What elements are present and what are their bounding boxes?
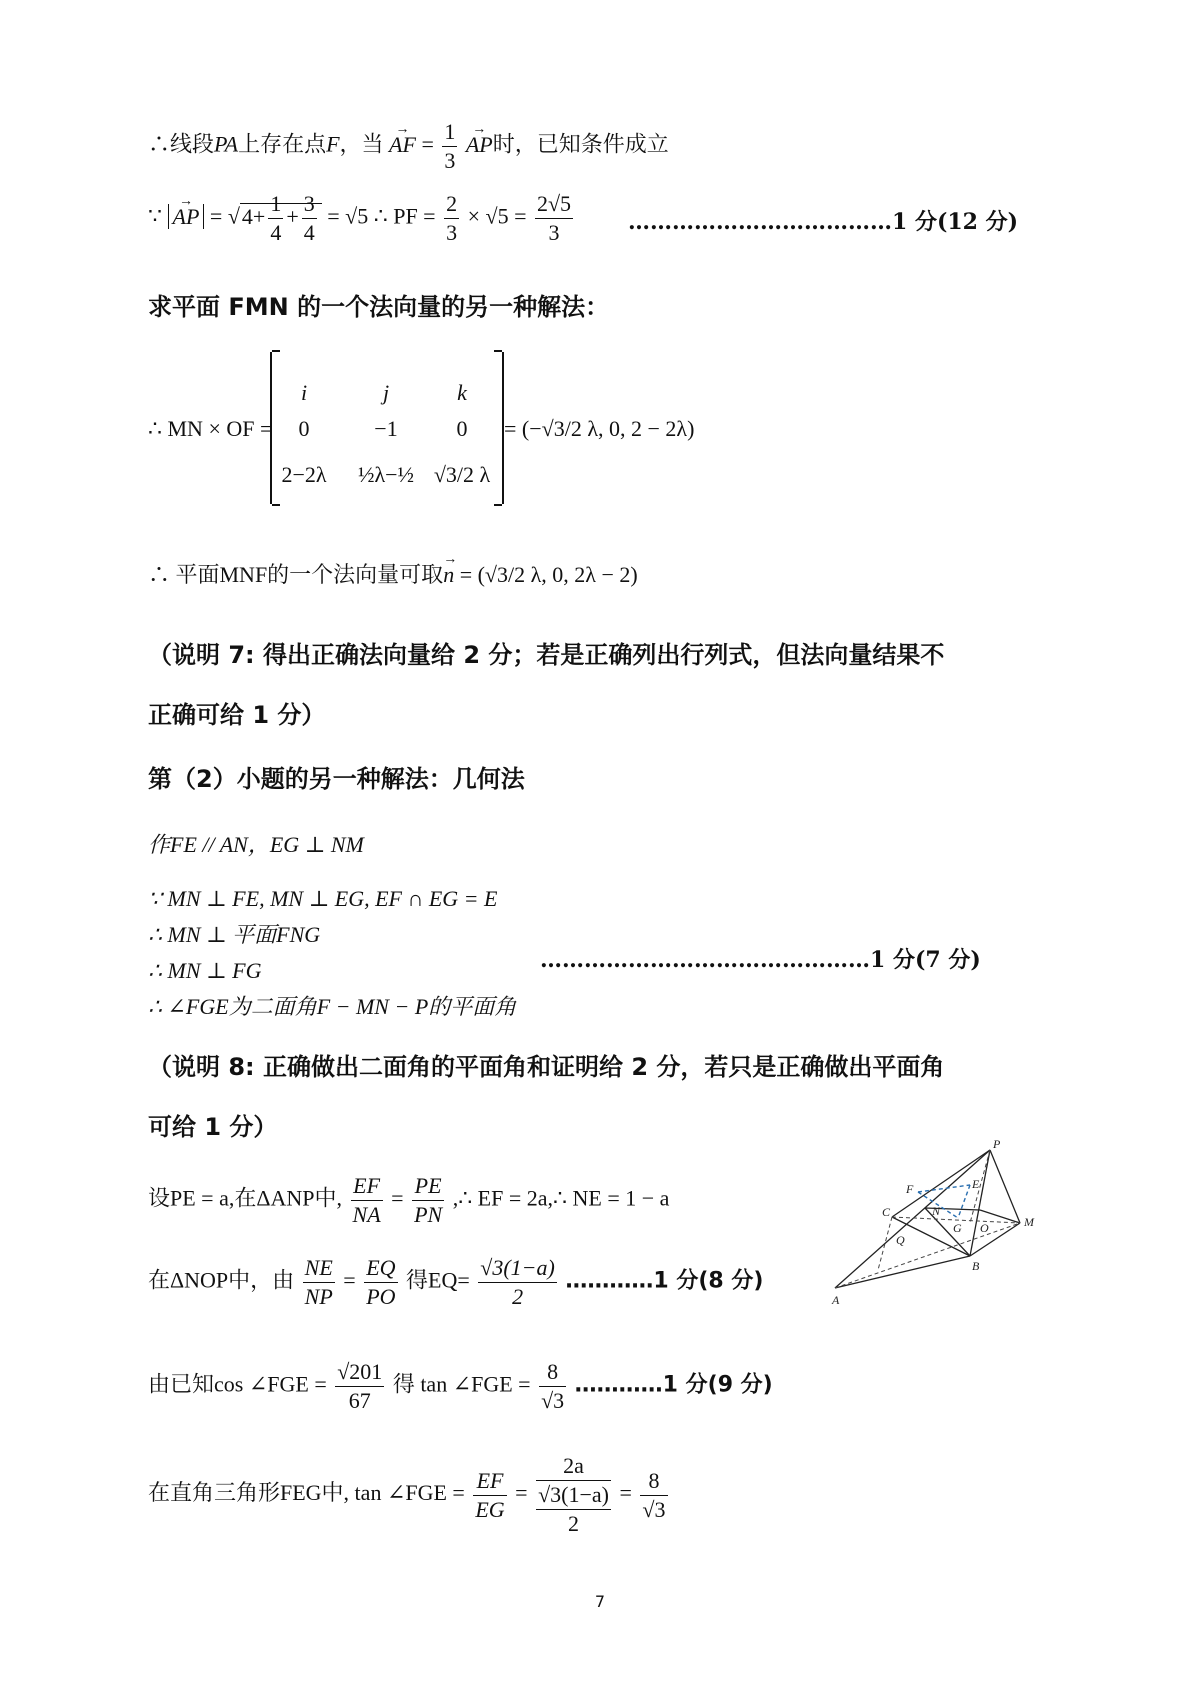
line-normal-vector: ∴ 平面MNF的一个法向量可取→ n = (√3/2 λ, 0, 2λ − 2) xyxy=(148,560,638,590)
proof-line: ∴ ∠FGE为二面角F − MN − P的平面角 xyxy=(148,994,517,1019)
line-pf-length: ∵ → AP = √4+ $\frac{1}{4}$ + $\frac{3}{4}$ = √5 ∴ PF = $\frac{2}{3}$ × √5 = $\frac{2√5}{3}$ xyxy=(148,190,576,247)
fraction: $\frac{2√5}{3}$ xyxy=(536,191,572,245)
proof-line: ∴ MN ⊥ FG xyxy=(148,958,262,983)
text: ∵ xyxy=(148,203,162,229)
text: ，当 xyxy=(339,131,384,157)
matrix-cell: −1 xyxy=(374,416,398,441)
fraction: $\frac{1}{3}$ xyxy=(444,119,456,173)
square-root: √4+ $\frac{1}{4}$ + $\frac{3}{4}$ xyxy=(228,190,322,247)
text: 上存在点 xyxy=(238,131,327,157)
figure-label-g: G xyxy=(953,1221,962,1235)
section-heading: 求平面 FMN 的一个法向量的另一种解法： xyxy=(148,293,610,321)
proof-line-eq: 在ΔNOP中，由 $\frac{NE}{NP}$ = $\frac{EQ}{PO}$ 得EQ= $\frac{√3(1-a)}{2}$ …………1 分(8 分) xyxy=(148,1255,764,1309)
matrix-cell: 2−2λ xyxy=(281,462,327,487)
matrix-cell: 0 xyxy=(298,416,310,441)
proof-line: 作FE // AN，EG ⊥ NM xyxy=(148,832,364,857)
text: = √5 ∴ PF = xyxy=(327,203,436,229)
note-7: （说明 7: 得出正确法向量给 2 分；若是正确列出行列式，但法向量结果不 xyxy=(148,641,945,669)
figure-label-f: F xyxy=(906,1182,914,1196)
matrix-cell: i xyxy=(300,380,308,405)
figure-label-m: M xyxy=(1024,1215,1034,1229)
determinant-matrix xyxy=(270,352,504,504)
figure-label-o: O xyxy=(980,1221,989,1235)
score-note: ………………………………………1 分(7 分) xyxy=(540,947,981,973)
figure-label-c: C xyxy=(882,1205,891,1219)
proof-line-ef: 设PE = a,在ΔANP中, $\frac{EF}{NA}$ = $\frac{PE}{PN}$ ,∴ EF = 2a,∴ NE = 1 − a xyxy=(148,1173,670,1227)
proof-line: ∴ MN ⊥ 平面FNG xyxy=(148,922,321,947)
note-8-cont: 可给 1 分） xyxy=(148,1113,278,1141)
pyramid-figure xyxy=(830,1140,1060,1310)
figure-label-b: B xyxy=(972,1259,980,1273)
figure-label-a: A xyxy=(832,1293,840,1307)
text: PA xyxy=(214,131,239,157)
matrix-cell: √3/2 λ xyxy=(433,462,491,487)
matrix-cell: ½λ−½ xyxy=(357,462,415,487)
note-8: （说明 8: 正确做出二面角的平面角和证明给 2 分，若只是正确做出平面角 xyxy=(148,1053,945,1081)
score-note: ………………………………1 分(12 分) xyxy=(628,209,1019,235)
page-number: 7 xyxy=(594,1592,606,1611)
text: 时，已知条件成立 xyxy=(492,131,669,157)
figure-label-e: E xyxy=(972,1177,980,1191)
matrix-cell: k xyxy=(457,380,467,405)
matrix-cell: j xyxy=(382,380,390,405)
fraction: $\frac{2}{3}$ xyxy=(446,191,458,245)
vector-ap: → AP xyxy=(466,130,493,160)
matrix-rhs: = (−√3/2 λ, 0, 2 − 2λ) xyxy=(504,416,695,441)
proof-line-tan: 在直角三角形FEG中, tan ∠FGE = $\frac{EF}{EG}$ = 2a √3(1−a) 2 = $\frac{8}{√3}$ xyxy=(148,1453,666,1536)
text: × √5 = xyxy=(467,203,527,229)
norm: → AP xyxy=(168,204,205,229)
figure-label-q: Q xyxy=(896,1233,905,1247)
text: F xyxy=(326,131,340,157)
vector-af: → AF xyxy=(389,130,416,160)
note-7-cont: 正确可给 1 分） xyxy=(148,701,326,729)
proof-line-cos: 由已知cos ∠FGE = $\frac{√201}{67}$ 得 tan ∠FGE = $\frac{8}{√3}$ …………1 分(9 分) xyxy=(148,1359,773,1413)
matrix-lhs: ∴ MN × OF = xyxy=(148,416,273,441)
matrix-cell: 0 xyxy=(456,416,468,441)
line-existence-statement: ∴线段PA上存在点F，当 → AF = $\frac{1}{3}$ → AP时，已知条件成立 xyxy=(148,118,669,175)
figure-label-n: N xyxy=(932,1204,941,1218)
text: ∴线段 xyxy=(148,131,215,157)
section-heading: 第（2）小题的另一种解法：几何法 xyxy=(148,765,525,793)
proof-line: ∵ MN ⊥ FE, MN ⊥ EG, EF ∩ EG = E xyxy=(148,886,498,911)
figure-label-p: P xyxy=(993,1140,1001,1151)
